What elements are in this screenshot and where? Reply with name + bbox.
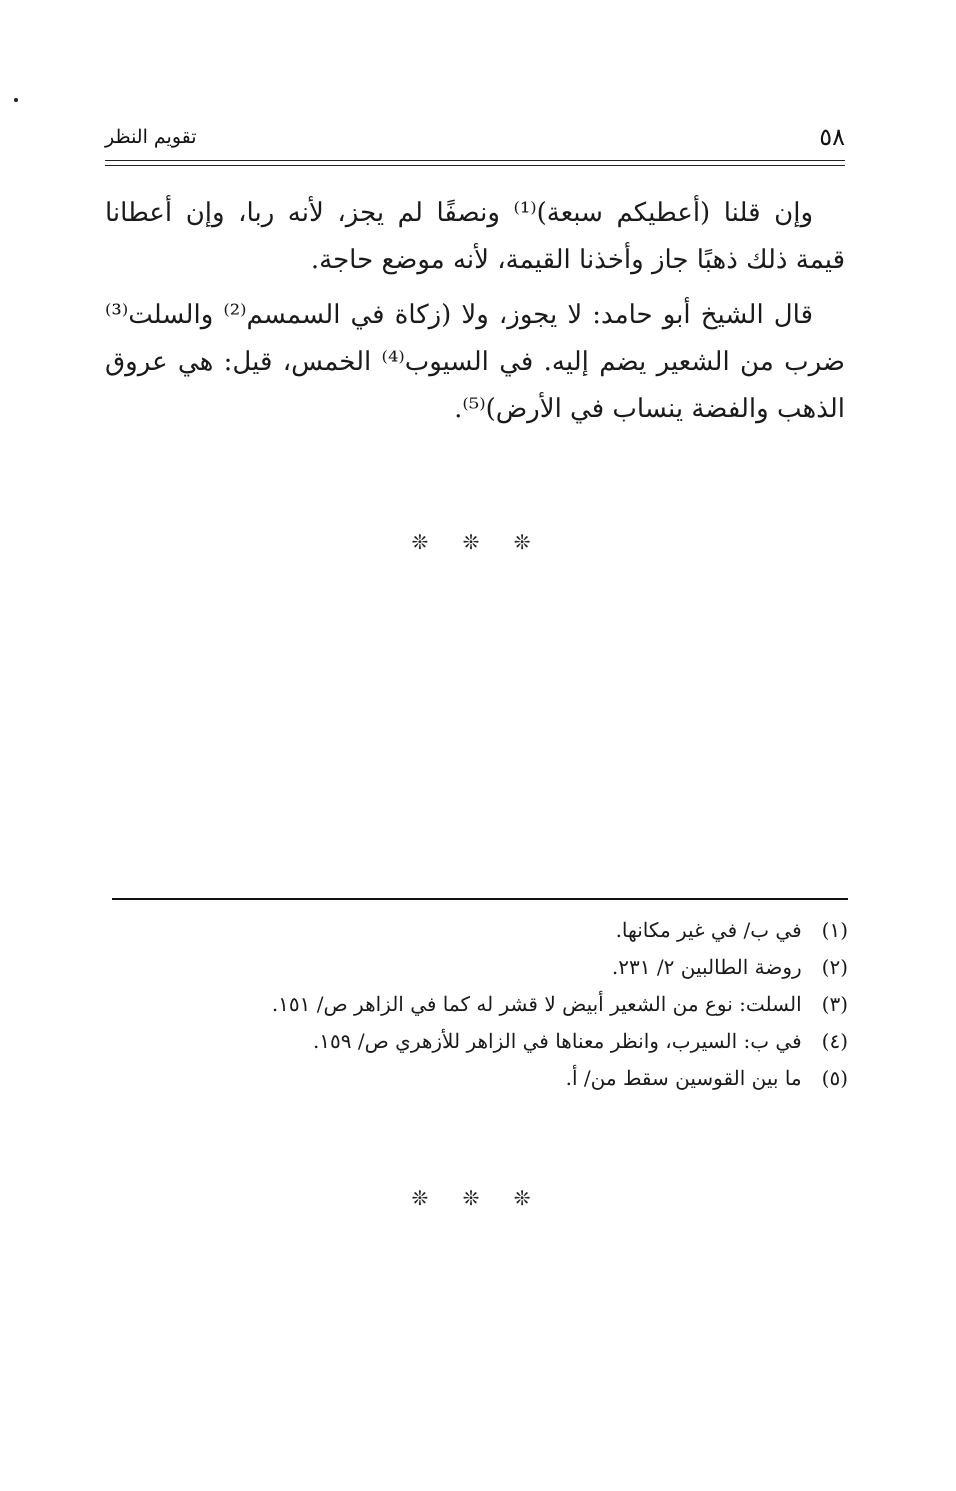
footnote-number: (٤) (821, 1029, 848, 1053)
header-rule (105, 160, 845, 161)
footnote-number: (٥) (821, 1066, 848, 1090)
main-text (105, 190, 845, 441)
footnote-1 (112, 912, 848, 949)
end-separator: ❊ ❊ ❊ (411, 1186, 545, 1210)
footnote-text: روضة الطالبين ٢/ ٢٣١. (611, 955, 802, 979)
page-number: ٥٨ (819, 123, 845, 151)
footnote-3 (112, 986, 848, 1023)
footnote-text: في ب: السيرب، وانظر معناها في الزاهر للأزهري ص/ ١٥٩. (312, 1029, 802, 1053)
footnote-5 (112, 1060, 848, 1097)
scan-speck (14, 98, 18, 102)
page-header (105, 122, 845, 162)
footnote-text: السلت: نوع من الشعير أبيض لا قشر له كما في الزاهر ص/ ١٥١. (271, 992, 802, 1016)
footnote-number: (١) (821, 918, 848, 942)
footnote-number: (٢) (821, 955, 848, 979)
footnote-2 (112, 949, 848, 986)
running-title: تقويم النظر (105, 126, 197, 148)
paragraph-1: وإن قلنا (أعطيكم سبعة)⁽¹⁾ ونصفًا لم يجز، لأنه ربا، وإن أعطانا قيمة ذلك ذهبًا جاز وأخذنا القيمة، لأنه موضع حاجة. (105, 198, 845, 275)
footnote-rule (112, 898, 848, 900)
footnote-number: (٣) (821, 992, 848, 1016)
footnote-text: في ب/ في غير مكانها. (615, 918, 802, 942)
footnote-4 (112, 1023, 848, 1060)
header-rule-thin (105, 165, 845, 166)
footnotes (112, 912, 848, 1097)
footnote-text: ما بين القوسين سقط من/ أ. (565, 1066, 802, 1090)
paragraph-2: قال الشيخ أبو حامد: لا يجوز، ولا (زكاة في السمسم⁽²⁾ والسلت⁽³⁾ ضرب من الشعير يضم إليه. في السيوب⁽⁴⁾ الخمس، قيل: هي عروق الذهب والفضة ينساب في الأرض)⁽⁵⁾. (105, 300, 845, 424)
section-separator: ❊ ❊ ❊ (411, 530, 545, 554)
